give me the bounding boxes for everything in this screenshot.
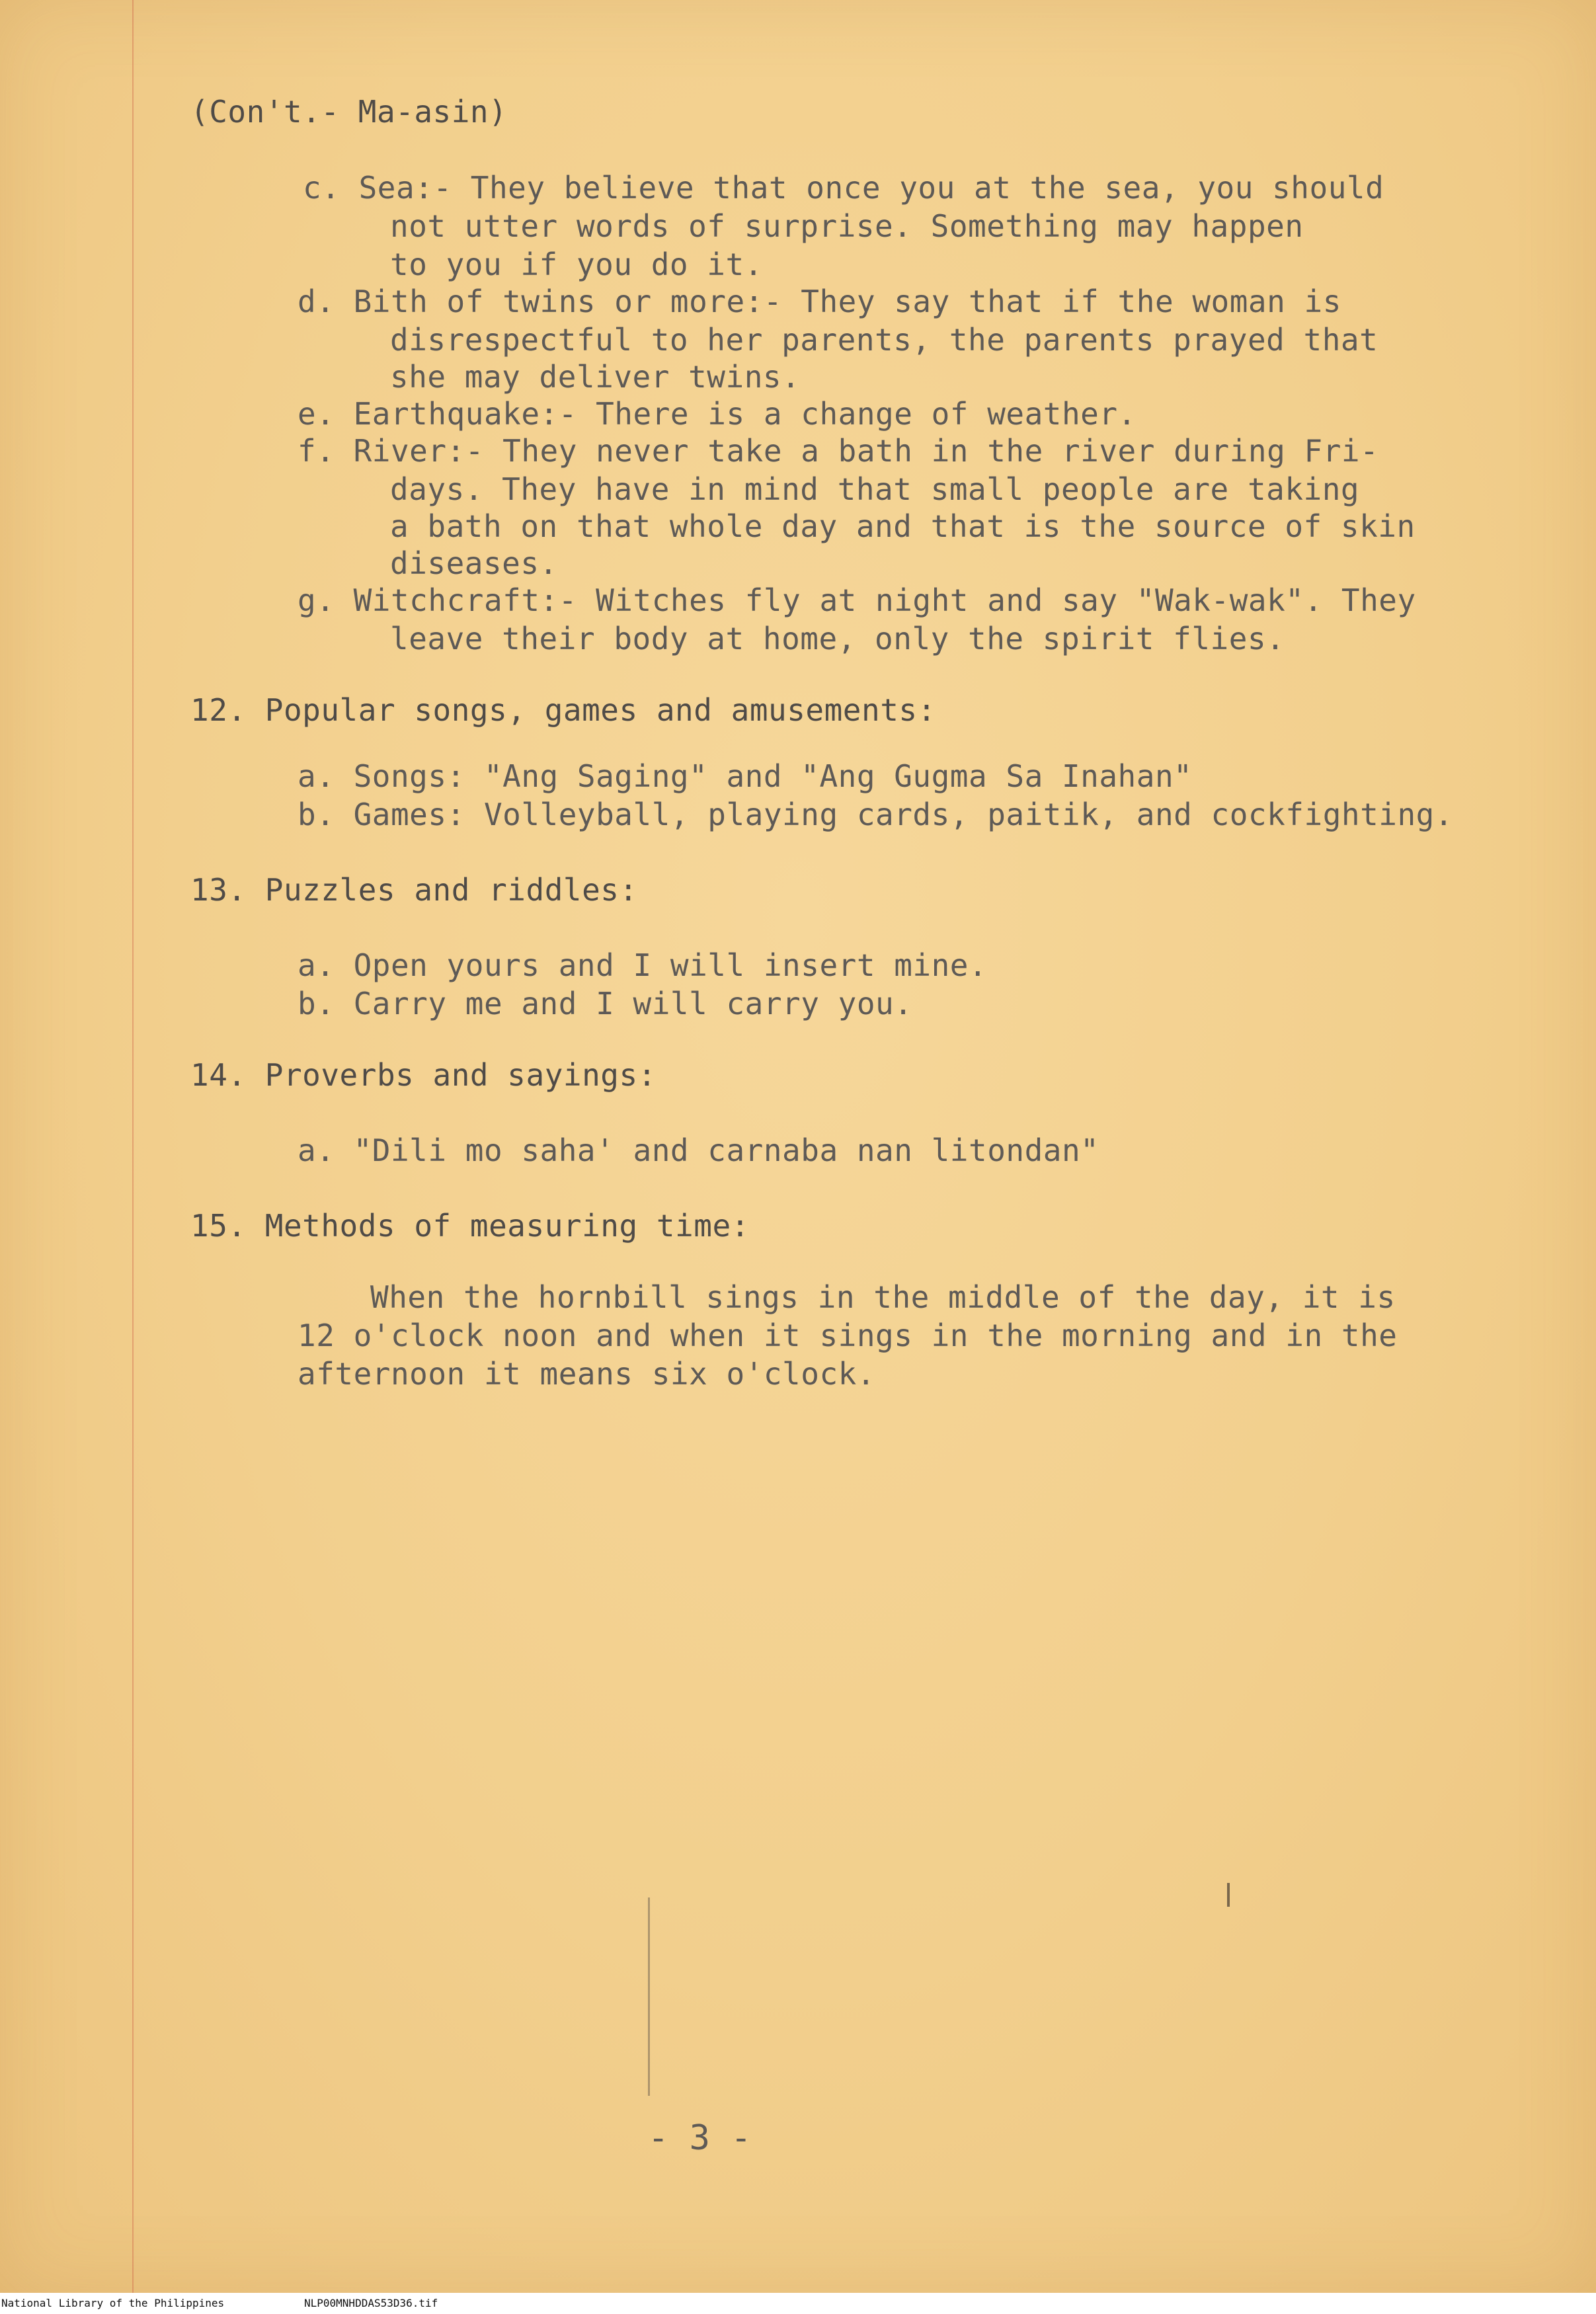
ink-tick (1227, 1883, 1230, 1907)
section-15-line-1: When the hornbill sings in the middle of the day, it is (370, 1279, 1396, 1315)
footer-library: National Library of the Philippines (1, 2297, 225, 2309)
item-f-line-2: days. They have in mind that small people are taking (390, 471, 1360, 507)
section-14-item-a: a. "Dili mo saha' and carnaba nan litondan" (298, 1133, 1099, 1168)
item-d-line-3: she may deliver twins. (390, 359, 801, 395)
item-f-line-4: diseases. (390, 545, 558, 581)
continuation-header: (Con't.- Ma-asin) (190, 94, 508, 130)
item-d-line-1: d. Bith of twins or more:- They say that if the woman is (298, 284, 1341, 319)
section-13-heading: 13. Puzzles and riddles: (190, 872, 638, 908)
item-c-line-2: not utter words of surprise. Something may happen (390, 208, 1304, 244)
item-f-line-1: f. River:- They never take a bath in the river during Fri- (298, 433, 1379, 469)
section-13-item-b: b. Carry me and I will carry you. (298, 986, 913, 1021)
section-14-heading: 14. Proverbs and sayings: (190, 1057, 657, 1093)
page-number: - 3 - (648, 2118, 752, 2158)
footer-file-id: NLP00MNHDDAS53D36.tif (304, 2297, 438, 2309)
item-c-line-3: to you if you do it. (390, 247, 763, 282)
item-d-line-2: disrespectful to her parents, the parents prayed that (390, 322, 1378, 358)
section-15-heading: 15. Methods of measuring time: (190, 1208, 750, 1244)
scan-footer (0, 2293, 1596, 2314)
item-g-line-2: leave their body at home, only the spirit flies. (390, 621, 1285, 657)
item-g-line-1: g. Witchcraft:- Witches fly at night and say "Wak-wak". They (298, 582, 1416, 618)
section-12-heading: 12. Popular songs, games and amusements: (190, 692, 936, 728)
item-c-line-1: c. Sea:- They believe that once you at the sea, you should (303, 170, 1384, 206)
section-13-item-a: a. Open yours and I will insert mine. (298, 947, 988, 983)
section-15-line-2: 12 o'clock noon and when it sings in the morning and in the (298, 1318, 1398, 1353)
item-e-line-1: e. Earthquake:- There is a change of weather. (298, 396, 1137, 432)
pencil-mark (648, 1897, 650, 2096)
item-f-line-3: a bath on that whole day and that is the source of skin (390, 508, 1416, 544)
section-12-item-a: a. Songs: "Ang Saging" and "Ang Gugma Sa Inahan" (298, 758, 1193, 794)
section-15-line-3: afternoon it means six o'clock. (298, 1356, 876, 1392)
section-12-item-b: b. Games: Volleyball, playing cards, paitik, and cockfighting. (298, 797, 1454, 832)
